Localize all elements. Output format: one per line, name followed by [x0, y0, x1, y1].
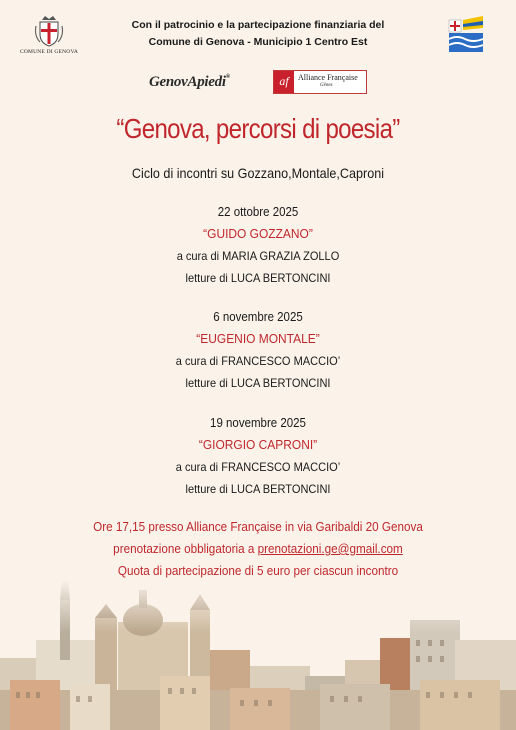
booking-line: [26, 538, 490, 560]
genova-skyline-image: [0, 580, 516, 730]
event-item: [0, 201, 516, 289]
event-date: 6 novembre 2025: [213, 310, 303, 324]
af-city: Gênes: [320, 83, 333, 88]
event-title: “Genova, percorsi di poesia”: [116, 113, 400, 144]
event-reader: letture di LUCA BERTONCINI: [185, 482, 331, 496]
event-reader: letture di LUCA BERTONCINI: [185, 271, 331, 285]
event-curator: a cura di FRANCESCO MACCIO’: [175, 460, 341, 474]
event-poet: “EUGENIO MONTALE”: [196, 331, 320, 346]
event-date: 19 novembre 2025: [210, 416, 306, 430]
municipio-logo: [447, 14, 487, 54]
event-subtitle: Ciclo di incontri su Gozzano,Montale,Caproni: [131, 165, 385, 181]
event-item: [0, 306, 516, 394]
patronage-line-2: Comune di Genova - Municipio 1 Centro Est: [148, 36, 368, 48]
event-reader: letture di LUCA BERTONCINI: [185, 376, 331, 390]
municipio-emblem-icon: [447, 14, 487, 54]
time-location: Ore 17,15 presso Alliance Française in via Garibaldi 20 Genova: [93, 519, 423, 534]
event-poet: “GUIDO GOZZANO”: [203, 226, 313, 241]
patronage-line-1: Con il patrocinio e la partecipazione finanziaria del: [131, 19, 385, 31]
alliance-francaise-logo: [273, 70, 367, 94]
comune-di-genova-logo: [20, 14, 78, 58]
af-mark: af: [274, 71, 294, 93]
event-item: [0, 412, 516, 500]
booking-email-link[interactable]: prenotazioni.ge@gmail.com: [257, 541, 403, 556]
logo-caption: COMUNE DI GENOVA: [20, 49, 79, 55]
event-info: [0, 516, 516, 582]
coat-of-arms-icon: [34, 14, 64, 48]
event-curator: a cura di FRANCESCO MACCIO’: [175, 354, 341, 368]
genovapiedi-logo: GenovApiedi®: [149, 74, 230, 90]
booking-label: prenotazione obbligatoria a: [113, 541, 258, 556]
fee-line: Quota di partecipazione di 5 euro per ciascun incontro: [117, 563, 399, 578]
event-curator: a cura di MARIA GRAZIA ZOLLO: [176, 249, 340, 263]
af-name: Alliance Française: [298, 73, 358, 82]
event-poet: “GIORGIO CAPRONI”: [198, 437, 318, 452]
event-date: 22 ottobre 2025: [217, 205, 299, 219]
genovapiedi-wordmark: GenovApiedi: [149, 74, 226, 90]
patronage-text: [100, 17, 416, 51]
